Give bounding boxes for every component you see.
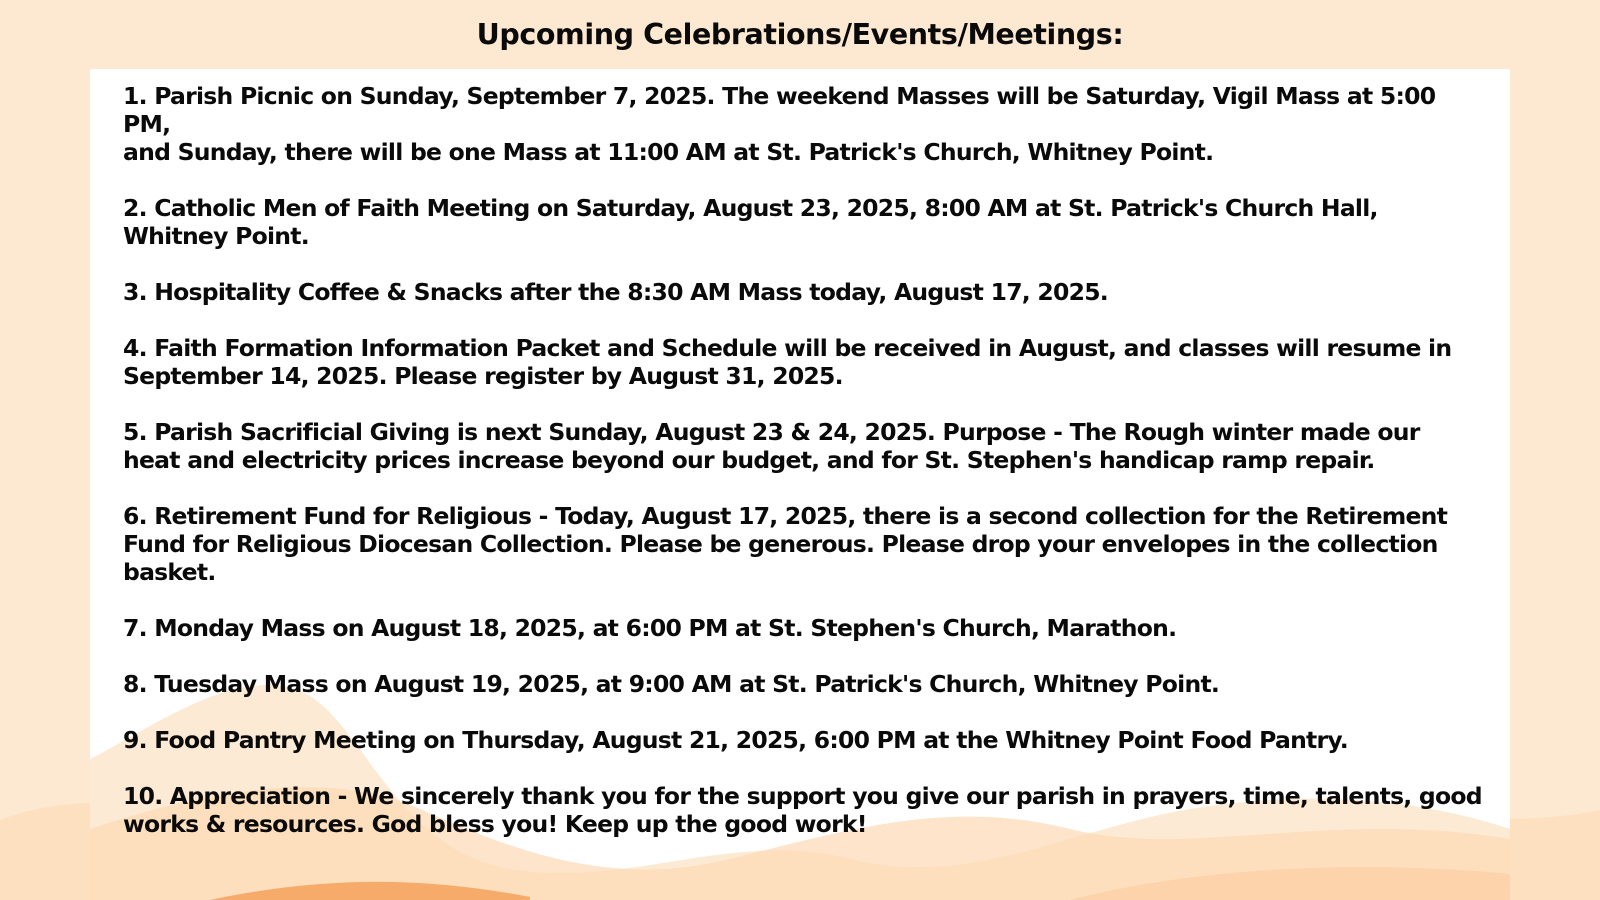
event-item: 2. Catholic Men of Faith Meeting on Saturday, August 23, 2025, 8:00 AM at St. Patrick's Church Hall, Whitney Point. [123,194,1378,250]
event-item: 3. Hospitality Coffee & Snacks after the 8:30 AM Mass today, August 17, 2025. [123,278,1108,306]
page-title: Upcoming Celebrations/Events/Meetings: [476,18,1124,51]
events-list [123,82,1483,866]
event-item: 4. Faith Formation Information Packet and Schedule will be received in August, and classes will resume in September 14, 2025. Please register by August 31, 2025. [123,334,1452,390]
event-item: 1. Parish Picnic on Sunday, September 7, 2025. The weekend Masses will be Saturday, Vigil Mass at 5:00 PM, and Sunday, there will be one Mass at 11:00 AM at St. Patrick's Church, Whitney Point. [123,82,1436,166]
event-item: 10. Appreciation - We sincerely thank you for the support you give our parish in prayers, time, talents, good works & resources. God bless you! Keep up the good work! [123,782,1482,838]
event-item: 7. Monday Mass on August 18, 2025, at 6:00 PM at St. Stephen's Church, Marathon. [123,614,1177,642]
event-item: 5. Parish Sacrificial Giving is next Sunday, August 23 & 24, 2025. Purpose - The Rough winter made our heat and electricity prices increase beyond our budget, and for St. Stephen's handicap ramp repair. [123,418,1420,474]
event-item: 9. Food Pantry Meeting on Thursday, August 21, 2025, 6:00 PM at the Whitney Point Food Pantry. [123,726,1348,754]
event-item: 6. Retirement Fund for Religious - Today, August 17, 2025, there is a second collection for the Retirement Fund for Religious Diocesan Collection. Please be generous. Please drop your envelopes in the collection basket. [123,502,1448,586]
event-item: 8. Tuesday Mass on August 19, 2025, at 9:00 AM at St. Patrick's Church, Whitney Point. [123,670,1220,698]
